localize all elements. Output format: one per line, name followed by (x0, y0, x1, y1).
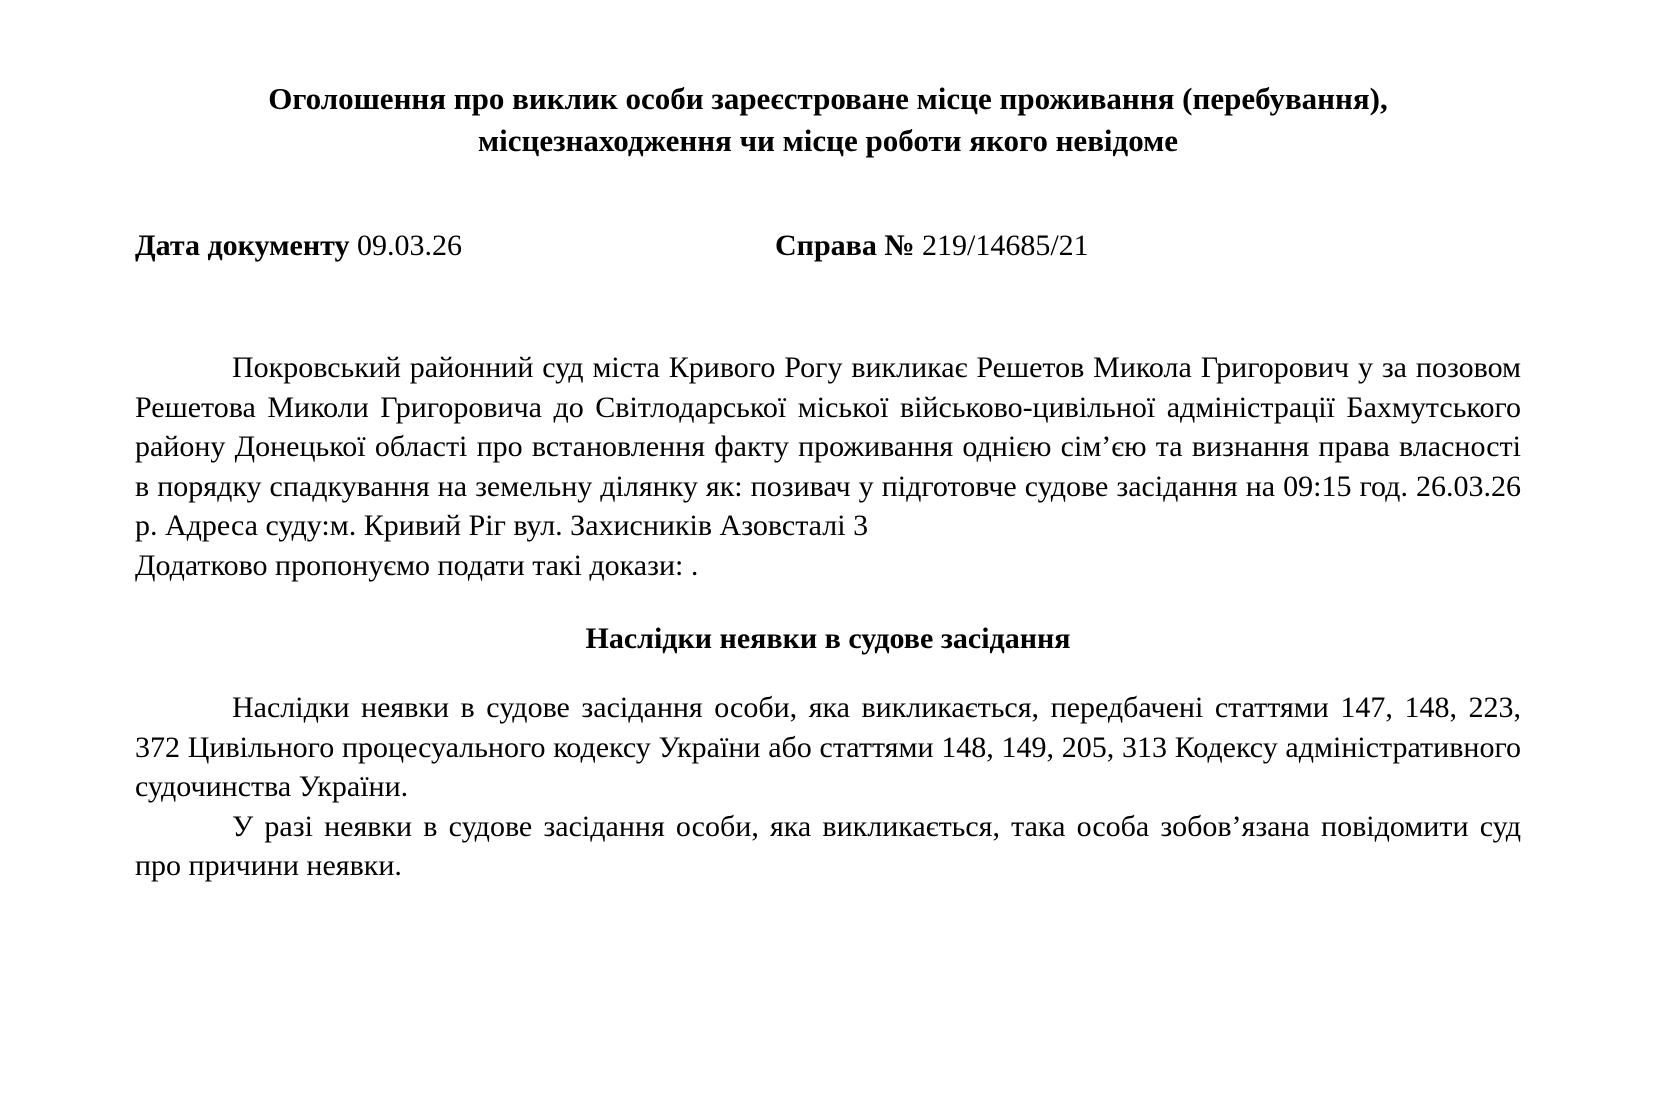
section-heading-consequences: Наслідки неявки в судове засідання (585, 622, 1071, 655)
body-paragraph-summons: Покровський районний суд міста Кривого Рогу викликає Решетов Микола Григорович у за позовом Решетова Миколи Григоровича до Світлодарської міської військово-цивільної адміністрації Бахмутського району Донецької області про встановлення факту проживання однією сім’єю та визнання права власності в порядку спадкування на земельну ділянку як: позивач у підготовче судове засідання на 09:15 год. 26.03.26 р. Адреса суду:м. Кривий Ріг вул. Захисників Азовсталі 3 (135, 351, 1521, 542)
document-meta-row (135, 226, 1521, 266)
body-paragraph-consequences: Наслідки неявки в судове засідання особи, яка викликається, передбачені статтями 147, 148, 223, 372 Цивільного процесуального кодексу України або статтями 148, 149, 205, 313 Кодексу адміністративного судочинства України. (135, 691, 1521, 803)
document-date-value: 09.03.26 (356, 229, 462, 262)
page-title-line-2: місцезнаходження чи місце роботи якого невідоме (477, 123, 1179, 158)
page-title (135, 78, 1521, 162)
page-title-line-1: Оголошення про виклик особи зареєстроване місце проживання (перебування), (268, 81, 1388, 116)
case-number-label: Справа № (775, 229, 915, 262)
body-paragraph-obligation: У разі неявки в судове засідання особи, яка викликається, така особа зобов’язана повідомити суд про причини неявки. (135, 809, 1521, 882)
body-paragraph-evidence: Додатково пропонуємо подати такі докази: . (135, 548, 699, 582)
document-date-label: Дата документу (135, 229, 350, 262)
case-number (775, 226, 1521, 266)
document-date (135, 226, 775, 266)
case-number-value: 219/14685/21 (921, 229, 1089, 262)
